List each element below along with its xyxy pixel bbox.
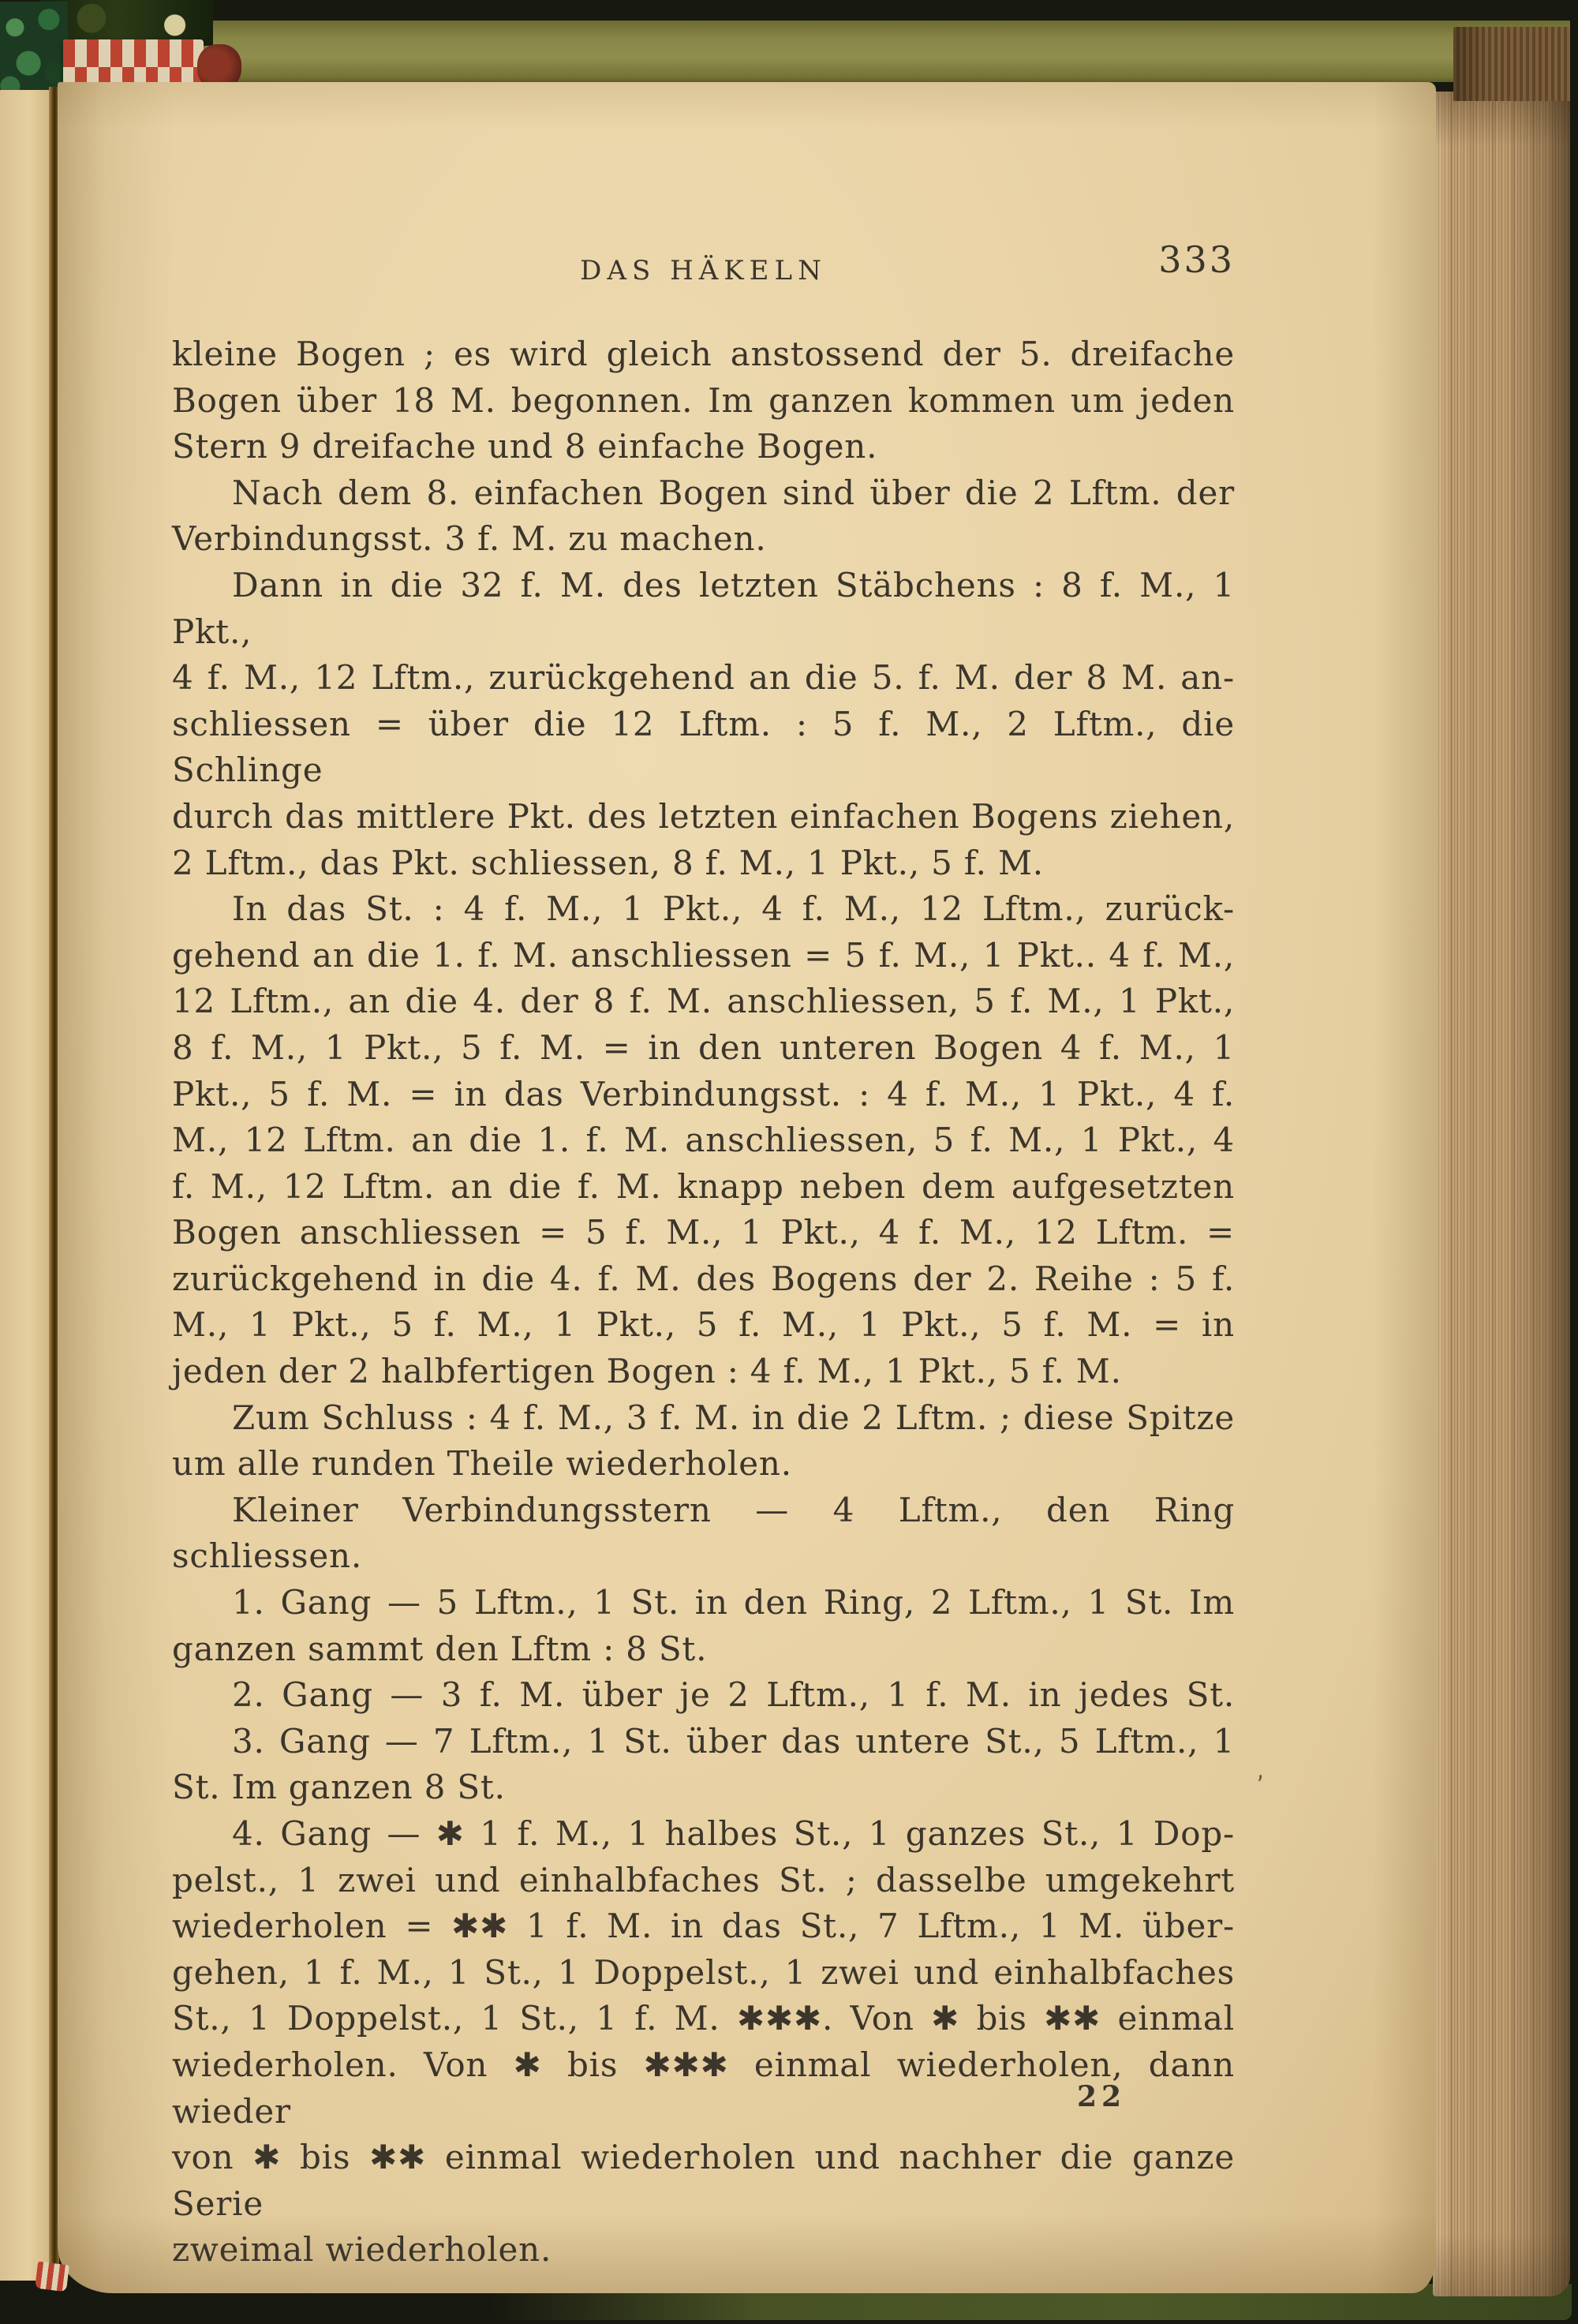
text-line: 2 Lftm., das Pkt. schliessen, 8 f. M., 1 Pkt., 5 f. M.: [172, 843, 1044, 882]
text-line: St., 1 Doppelst., 1 St., 1 f. M. ✱✱✱. Von ✱ bis ✱✱ einmal: [172, 1999, 1235, 2038]
text-line: M., 1 Pkt., 5 f. M., 1 Pkt., 5 f. M., 1 Pkt., 5 f. M. = in: [172, 1305, 1235, 1345]
text-line: Bogen über 18 M. begonnen. Im ganzen kommen um jeden: [172, 380, 1235, 420]
text-line: Stern 9 dreifache und 8 einfache Bogen.: [172, 427, 878, 466]
fore-edge-top-corner: [1453, 27, 1570, 101]
text-line: gehen, 1 f. M., 1 St., 1 Doppelst., 1 zwei und einhalbfaches: [172, 1952, 1235, 1992]
text-line: zurückgehend in die 4. f. M. des Bogens der 2. Reihe : 5 f.: [172, 1259, 1235, 1298]
text-line: zweimal wiederholen.: [172, 2230, 552, 2270]
text-line: Pkt., 5 f. M. = in das Verbindungsst. : 4 f. M., 1 Pkt., 4 f.: [172, 1074, 1235, 1113]
text-line: 1. Gang — 5 Lftm., 1 St. in den Ring, 2 Lftm., 1 St. Im: [232, 1583, 1235, 1622]
text-line: pelst., 1 zwei und einhalbfaches St. ; dasselbe umgekehrt: [172, 1860, 1235, 1899]
text-line: wiederholen = ✱✱ 1 f. M. in das St., 7 Lftm., 1 M. über-: [172, 1907, 1235, 1946]
text-line: um alle runden Theile wiederholen.: [172, 1444, 792, 1484]
text-line: Bogen anschliessen = 5 f. M., 1 Pkt., 4 f. M., 12 Lftm. =: [172, 1213, 1235, 1252]
text-line: Verbindungsst. 3 f. M. zu machen.: [172, 519, 767, 559]
text-line: kleine Bogen ; es wird gleich anstossend der 5. dreifache: [172, 335, 1235, 373]
text-line: 3. Gang — 7 Lftm., 1 St. über das untere St., 5 Lftm., 1: [232, 1721, 1235, 1761]
text-line: wiederholen. Von ✱ bis ✱✱✱ einmal wiederholen, dann wieder: [172, 2045, 1235, 2131]
text-line: 2. Gang — 3 f. M. über je 2 Lftm., 1 f. M. in jedes St.: [232, 1675, 1235, 1715]
signature-mark: 22: [1077, 2080, 1127, 2113]
facing-page-edge: [0, 90, 52, 2281]
text-line: 8 f. M., 1 Pkt., 5 f. M. = in den unteren Bogen 4 f. M., 1: [172, 1027, 1235, 1067]
page-number: 333: [1158, 238, 1235, 281]
text-line: gehend an die 1. f. M. anschliessen = 5 f. M., 1 Pkt.. 4 f. M.,: [172, 935, 1235, 975]
text-line: durch das mittlere Pkt. des letzten einfachen Bogens ziehen,: [172, 796, 1235, 836]
text-line: jeden der 2 halbfertigen Bogen : 4 f. M., 1 Pkt., 5 f. M.: [172, 1352, 1122, 1391]
page-header-title: DAS HÄKELN: [580, 255, 827, 286]
text-line: In das St. : 4 f. M., 1 Pkt., 4 f. M., 12 Lftm., zurück-: [232, 889, 1235, 929]
text-line: Nach dem 8. einfachen Bogen sind über die 2 Lftm. der: [232, 473, 1235, 512]
text-line: schliessen = über die 12 Lftm. : 5 f. M., 2 Lftm., die Schlinge: [172, 704, 1235, 790]
text-line: von ✱ bis ✱✱ einmal wiederholen und nachher die ganze Serie: [172, 2138, 1235, 2223]
text-line: 4 f. M., 12 Lftm., zurückgehend an die 5. f. M. der 8 M. an-: [172, 658, 1235, 698]
body-text: [172, 331, 1235, 2273]
text-line: Zum Schluss : 4 f. M., 3 f. M. in die 2 Lftm. ; diese Spitze: [232, 1398, 1235, 1437]
text-line: Kleiner Verbindungsstern — 4 Lftm., den Ring schliessen.: [172, 1490, 1235, 1576]
text-line: f. M., 12 Lftm. an die f. M. knapp neben dem aufgesetzten: [172, 1166, 1235, 1206]
fore-edge-pages: [1433, 92, 1570, 2296]
book-page: [58, 82, 1436, 2293]
text-line: ganzen sammt den Lftm : 8 St.: [172, 1629, 708, 1668]
margin-artifact: ,: [1252, 1756, 1266, 1785]
text-line: St. Im ganzen 8 St.: [172, 1768, 506, 1807]
headband-bottom-tip: [35, 2262, 69, 2292]
text-line: M., 12 Lftm. an die 1. f. M. anschliessen, 5 f. M., 1 Pkt., 4: [172, 1121, 1235, 1160]
text-line: Dann in die 32 f. M. des letzten Stäbchens : 8 f. M., 1 Pkt.,: [172, 565, 1235, 651]
text-line: 12 Lftm., an die 4. der 8 f. M. anschliessen, 5 f. M., 1 Pkt.,: [172, 982, 1235, 1021]
text-line: 4. Gang — ✱ 1 f. M., 1 halbes St., 1 ganzes St., 1 Dop-: [232, 1814, 1235, 1853]
